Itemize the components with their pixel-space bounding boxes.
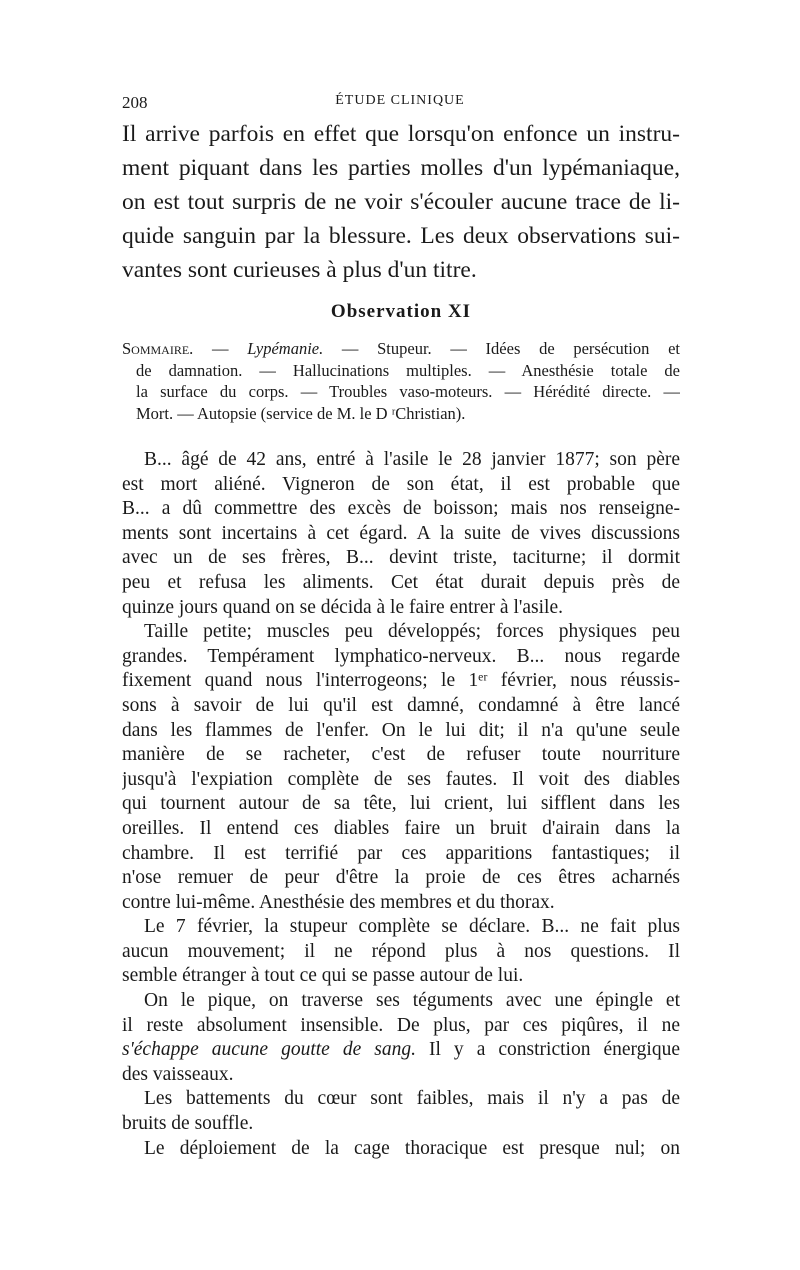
summary-line: Sommaire. — Lypémanie. — Stupeur. — Idées de persécution et bbox=[122, 339, 680, 358]
text-line: B... âgé de 42 ans, entré à l'asile le 28 janvier 1877; son père bbox=[144, 449, 680, 470]
summary-line: la surface du corps. — Troubles vaso-moteurs. — Hérédité directe. — bbox=[136, 382, 680, 401]
text-line: B... a dû commettre des excès de boisson; mais nos renseigne- bbox=[122, 498, 680, 520]
text-line-with-italic: s'échappe aucune goutte de sang. Il y a constriction énergique bbox=[122, 1039, 680, 1061]
text-line: Taille petite; muscles peu développés; forces physiques peu bbox=[144, 621, 680, 643]
summary-text: — Stupeur. — Idées de persécution et bbox=[323, 339, 680, 358]
text-line: avec un de ses frères, B... devint triste, taciturne; il dormit bbox=[122, 547, 680, 569]
paragraph-heart bbox=[122, 1087, 680, 1136]
text-line: grandes. Tempérament lymphatico-nerveux. B... nous regarde bbox=[122, 645, 680, 667]
text-line: on est tout surpris de ne voir s'écouler aucune trace de li- bbox=[122, 189, 680, 215]
running-title: ÉTUDE CLINIQUE bbox=[335, 93, 465, 108]
summary-label: Sommaire. bbox=[122, 339, 194, 358]
page-number: 208 bbox=[122, 93, 148, 112]
paragraph-thorax bbox=[122, 1137, 680, 1162]
intro-paragraph bbox=[122, 117, 680, 287]
text-line: Le 7 février, la stupeur complète se déclare. B... ne fait plus bbox=[144, 916, 680, 938]
paragraph-examination bbox=[122, 620, 680, 915]
summary-block bbox=[122, 338, 680, 424]
observation-title: Observation XI bbox=[330, 301, 472, 322]
text-line: qui tournent autour de sa tête, lui crient, lui sifflent dans les bbox=[122, 793, 680, 815]
text-line: sons à savoir de lui qu'il est damné, condamné à être lancé bbox=[122, 694, 680, 716]
text-line: chambre. Il est terrifié par ces apparitions fantastiques; il bbox=[122, 842, 680, 864]
text-line: Les battements du cœur sont faibles, mais il n'y a pas de bbox=[144, 1088, 680, 1110]
text-line: vantes sont curieuses à plus d'un titre. bbox=[122, 257, 477, 283]
text-line: manière de se racheter, c'est de refuser toute nourriture bbox=[122, 744, 680, 766]
text-line: Le déploiement de la cage thoracique est presque nul; on bbox=[144, 1137, 680, 1159]
summary-line: Mort. — Autopsie (service de M. le D ʳChristian). bbox=[136, 403, 466, 423]
text-line: bruits de souffle. bbox=[122, 1113, 254, 1135]
summary-line: de damnation. — Hallucinations multiples. — Anesthésie totale de bbox=[136, 360, 680, 380]
text-line: semble étranger à tout ce qui se passe autour de lui. bbox=[122, 965, 524, 987]
text-line: contre lui-même. Anesthésie des membres et du thorax. bbox=[122, 891, 555, 913]
paragraph-pique bbox=[122, 989, 680, 1087]
text-line: fixement quand nous l'interrogeons; le 1ᵉʳ février, nous réussis- bbox=[122, 670, 680, 692]
text-line: quide sanguin par la blessure. Les deux observations sui- bbox=[122, 223, 680, 249]
summary-diagnosis: Lypémanie. bbox=[247, 339, 324, 358]
text-line: oreilles. Il entend ces diables faire un bruit d'airain dans la bbox=[122, 817, 680, 839]
text-line: quinze jours quand on se décida à le faire entrer à l'asile. bbox=[122, 596, 563, 618]
text-line: ments sont incertains à cet égard. A la suite de vives discussions bbox=[122, 522, 680, 544]
text-line: jusqu'à l'expiation complète de ses fautes. Il voit des diables bbox=[122, 768, 680, 790]
paragraph-history bbox=[122, 448, 680, 620]
observation-body bbox=[122, 448, 680, 1161]
text-line: peu et refusa les aliments. Cet état durait depuis près de bbox=[122, 571, 680, 593]
running-head bbox=[122, 93, 678, 115]
text-line: n'ose remuer de peur d'être la proie de ces êtres acharnés bbox=[122, 867, 680, 889]
text-line: il reste absolument insensible. De plus, par ces piqûres, il ne bbox=[122, 1014, 680, 1036]
text-line: On le pique, on traverse ses téguments avec une épingle et bbox=[144, 990, 680, 1012]
paragraph-stupor bbox=[122, 915, 680, 989]
text-line: des vaisseaux. bbox=[122, 1063, 234, 1085]
text-line: Il arrive parfois en effet que lorsqu'on enfonce un instru- bbox=[122, 121, 680, 147]
text-line: dans les flammes de l'enfer. On le lui dit; il n'a qu'une seule bbox=[122, 719, 680, 741]
text-line: ment piquant dans les parties molles d'un lypémaniaque, bbox=[122, 155, 680, 181]
text-line: aucun mouvement; il ne répond plus à nos questions. Il bbox=[122, 940, 680, 962]
text-line: est mort aliéné. Vigneron de son état, il est probable que bbox=[122, 473, 680, 495]
italic-phrase: s'échappe aucune goutte de sang. bbox=[122, 1039, 416, 1061]
